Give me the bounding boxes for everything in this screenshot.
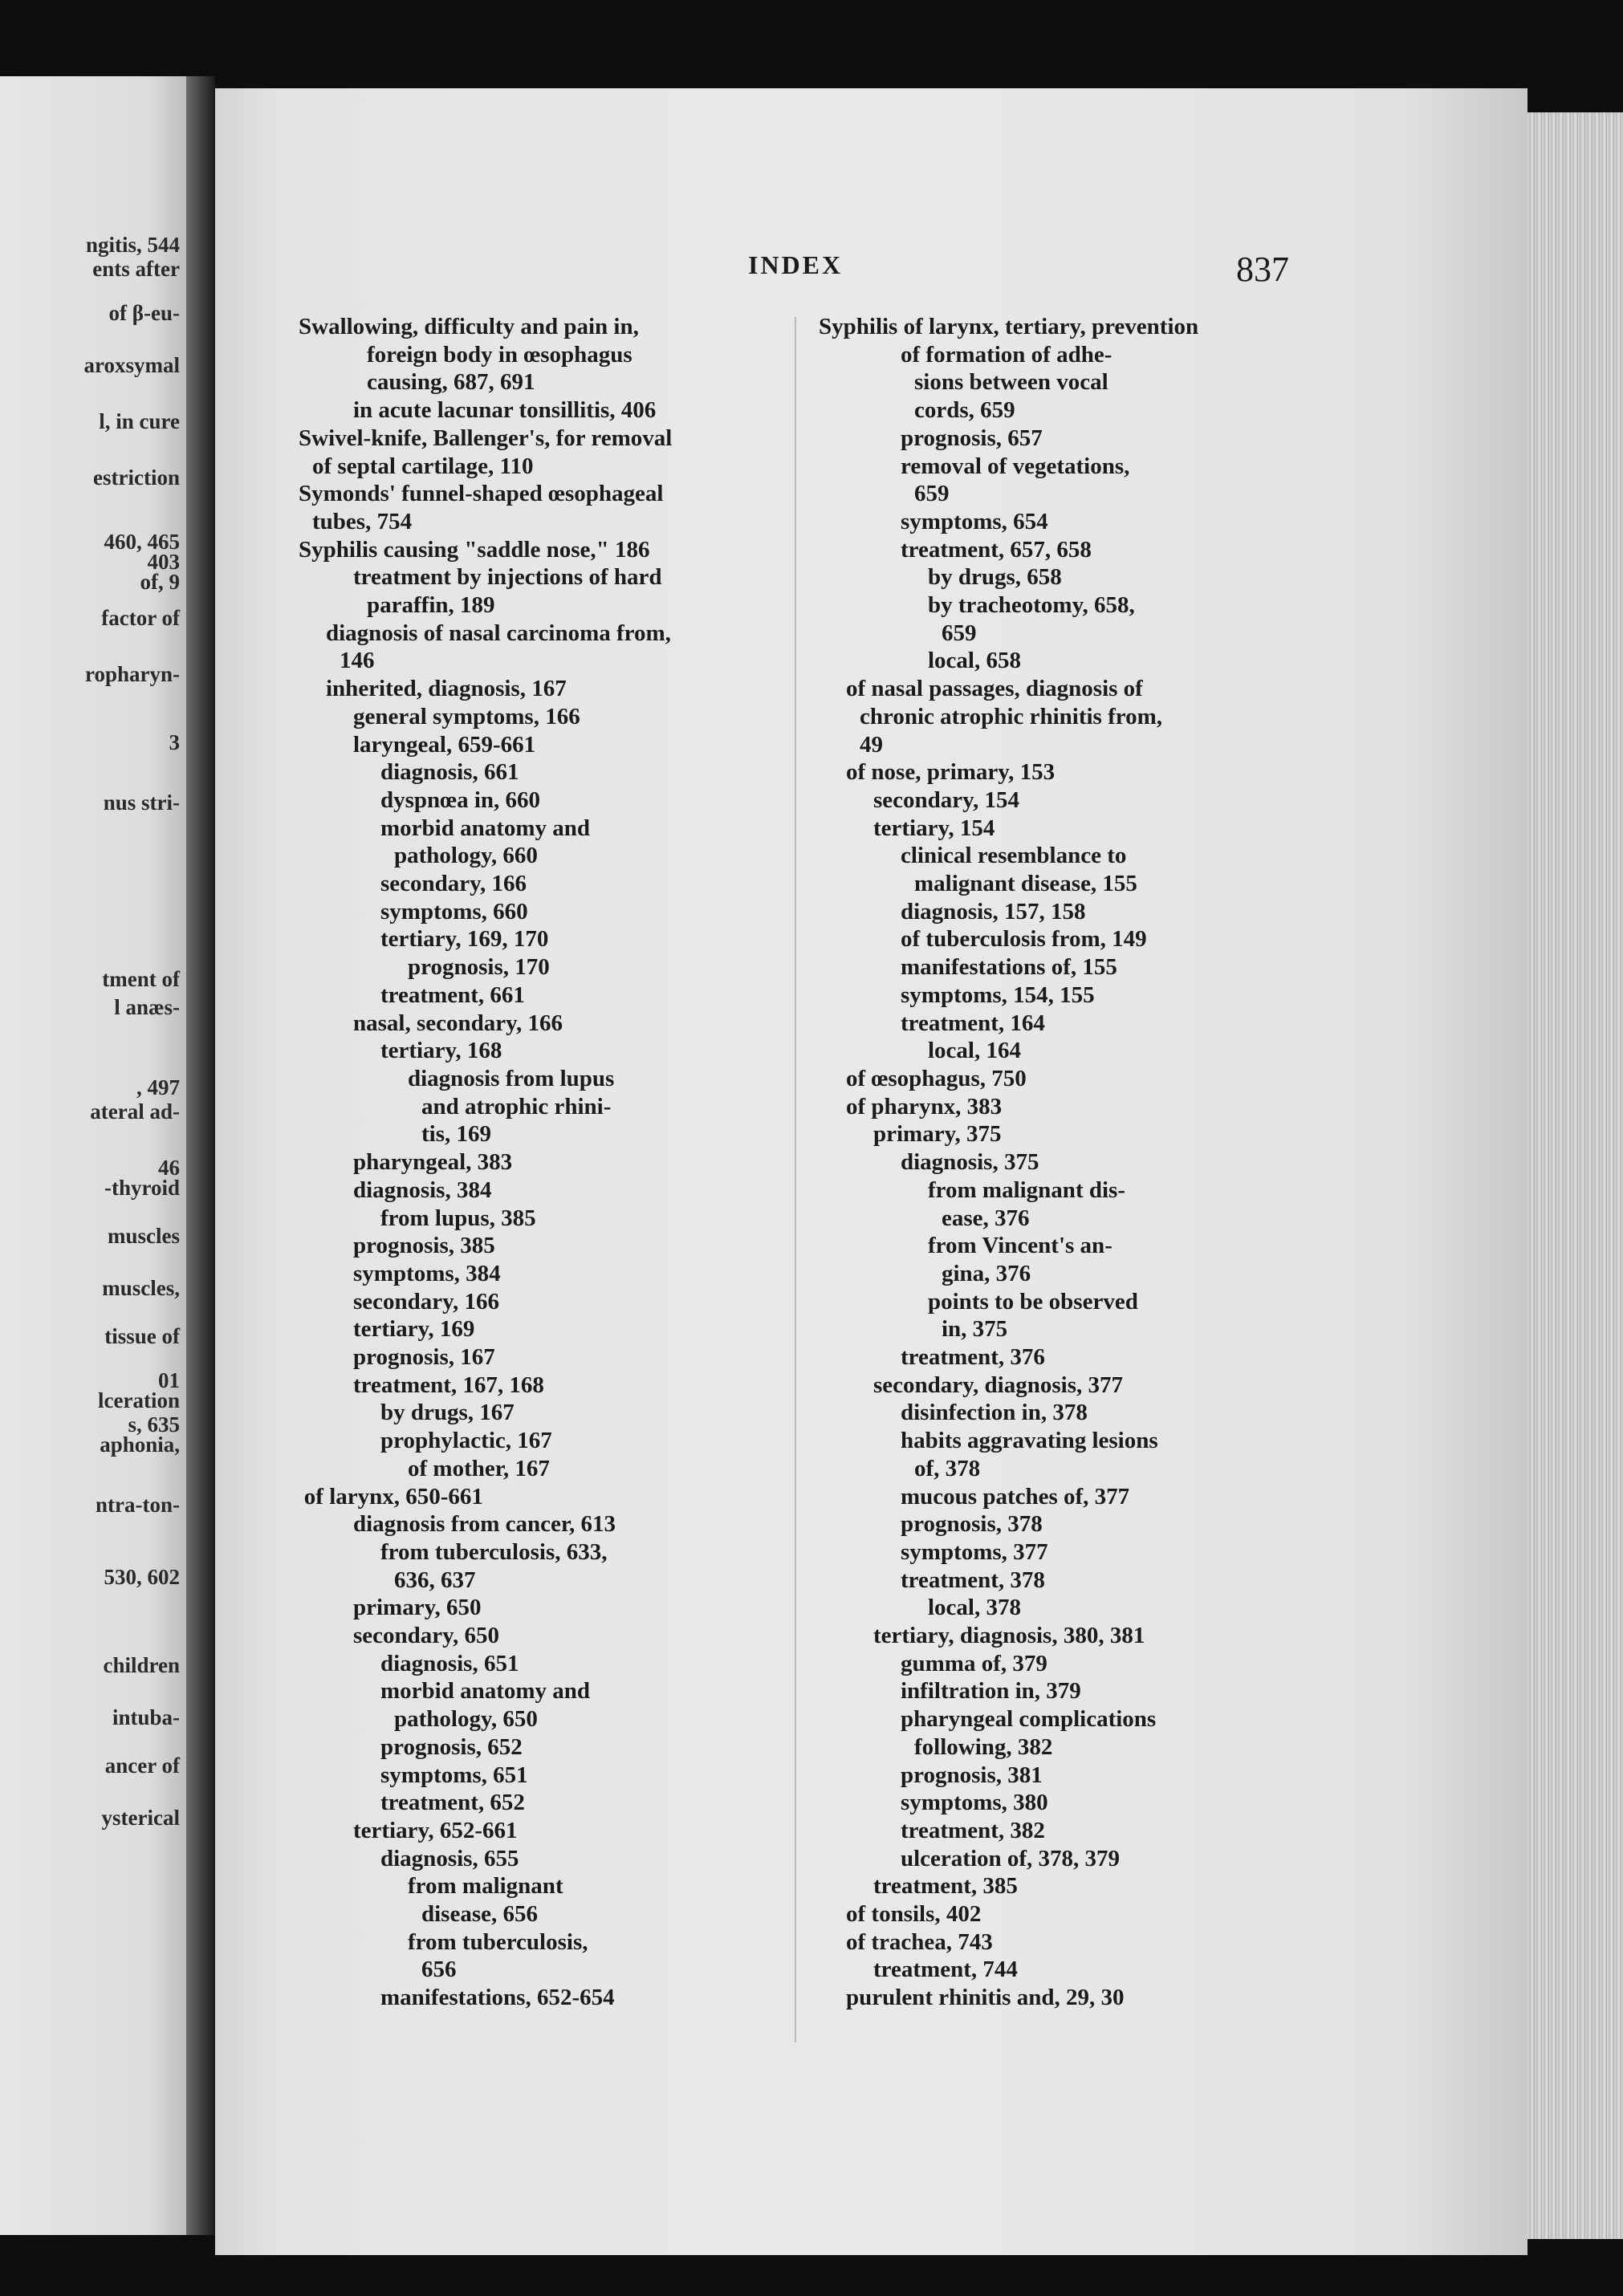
index-entry: manifestations, 652-654 (380, 1985, 615, 2011)
index-entry: of mother, 167 (408, 1455, 550, 1481)
index-entry: treatment, 744 (873, 1957, 1018, 1983)
running-head: INDEX (748, 250, 844, 279)
index-entry: diagnosis, 655 (380, 1845, 519, 1871)
index-entry: 636, 637 (394, 1567, 476, 1593)
index-entry: of nasal passages, diagnosis of (846, 676, 1143, 702)
index-entry: and atrophic rhini- (421, 1093, 612, 1120)
facing-page-text: nus stri- (103, 790, 180, 815)
index-entry: primary, 650 (353, 1595, 482, 1621)
index-entry: of œsophagus, 750 (846, 1065, 1027, 1091)
index-entry: diagnosis, 375 (901, 1149, 1039, 1176)
index-entry: of pharynx, 383 (846, 1093, 1003, 1120)
facing-page-text: aroxsymal (83, 353, 180, 377)
index-entry: prophylactic, 167 (380, 1428, 552, 1454)
index-entry: Syphilis of larynx, tertiary, prevention (819, 314, 1199, 339)
index-entry: prognosis, 385 (353, 1233, 495, 1259)
facing-page-text: factor of (101, 606, 180, 630)
index-entry: secondary, diagnosis, 377 (873, 1372, 1123, 1398)
facing-page-text: lceration (98, 1388, 180, 1412)
index-entry: foreign body in œsophagus (367, 341, 633, 368)
facing-page-text: 460, 465 (104, 530, 180, 554)
index-entry: diagnosis of nasal carcinoma from, (326, 620, 671, 646)
facing-page-text: intuba- (112, 1705, 180, 1729)
index-entry: laryngeal, 659-661 (353, 731, 536, 758)
facing-page-text: ntra-ton- (96, 1493, 180, 1517)
index-entry: diagnosis, 384 (353, 1176, 492, 1203)
facing-page-text: 530, 602 (104, 1565, 180, 1589)
index-entry: prognosis, 170 (408, 954, 550, 981)
facing-page-text: ents after (92, 257, 180, 281)
index-entry: removal of vegetations, (901, 453, 1130, 479)
index-entry: treatment, 657, 658 (901, 536, 1092, 563)
index-entry: pathology, 650 (394, 1706, 538, 1733)
index-entry: local, 164 (928, 1038, 1021, 1064)
index-entry: treatment, 376 (901, 1344, 1045, 1371)
index-entry: 656 (421, 1957, 457, 1983)
facing-page-text: s, 635 (128, 1412, 180, 1437)
index-entry: morbid anatomy and (380, 815, 591, 841)
index-entry: secondary, 154 (873, 786, 1020, 813)
index-entry: gumma of, 379 (901, 1650, 1047, 1676)
index-entry: tubes, 754 (312, 508, 413, 534)
index-entry: by drugs, 658 (928, 564, 1062, 591)
index-entry: 659 (914, 481, 950, 507)
index-entry: paraffin, 189 (367, 592, 495, 619)
facing-page-text: -thyroid (104, 1176, 180, 1200)
facing-page-text: ngitis, 544 (85, 233, 180, 257)
facing-page-text: muscles (108, 1224, 180, 1248)
index-entry: prognosis, 652 (380, 1733, 523, 1760)
index-entry: mucous patches of, 377 (901, 1483, 1130, 1510)
index-entry: cords, 659 (914, 397, 1015, 424)
book-gutter-edge (186, 76, 215, 2235)
index-entry: from tuberculosis, 633, (380, 1538, 608, 1565)
index-entry: points to be observed (928, 1288, 1138, 1315)
facing-page-text: ysterical (101, 1806, 180, 1830)
index-entry: Swivel-knife, Ballenger's, for removal (299, 425, 673, 451)
index-entry: diagnosis from lupus (408, 1065, 615, 1091)
index-entry: 146 (340, 648, 375, 674)
index-entry: diagnosis, 157, 158 (901, 898, 1086, 924)
index-entry: from malignant dis- (928, 1176, 1125, 1203)
index-entry: secondary, 166 (380, 871, 527, 897)
index-column-right (819, 313, 1292, 2012)
index-entry: malignant disease, 155 (914, 871, 1137, 897)
facing-page-text: of, 9 (140, 570, 180, 594)
facing-page-text: estriction (93, 465, 180, 490)
facing-page-text: ateral ad- (90, 1099, 180, 1124)
column-divider (795, 317, 796, 2042)
facing-page-text: ropharyn- (84, 662, 180, 686)
index-entry: symptoms, 660 (380, 898, 528, 924)
facing-page-text: muscles, (102, 1276, 180, 1300)
index-entry: pharyngeal, 383 (353, 1149, 513, 1176)
index-entry: treatment, 378 (901, 1567, 1045, 1593)
index-entry: by drugs, 167 (380, 1400, 515, 1426)
index-entry: tertiary, 169, 170 (380, 926, 549, 953)
index-entry: treatment, 382 (901, 1817, 1045, 1843)
index-entry: dyspnœa in, 660 (380, 786, 541, 813)
index-entry: purulent rhinitis and, 29, 30 (846, 1985, 1125, 2011)
index-entry: symptoms, 654 (901, 508, 1048, 534)
index-entry: diagnosis, 651 (380, 1650, 519, 1676)
facing-page-text: 3 (169, 730, 180, 754)
index-entry: clinical resemblance to (901, 843, 1127, 869)
facing-page-text: aphonia, (100, 1432, 180, 1457)
index-entry: following, 382 (914, 1733, 1053, 1760)
index-entry: treatment, 652 (380, 1790, 525, 1816)
index-entry: Swallowing, difficulty and pain in, (299, 314, 639, 339)
index-entry: prognosis, 378 (901, 1511, 1043, 1538)
index-entry: causing, 687, 691 (367, 369, 535, 396)
index-entry: pathology, 660 (394, 843, 538, 869)
index-entry: treatment, 164 (901, 1010, 1045, 1036)
index-entry: tis, 169 (421, 1121, 491, 1148)
facing-page-fragment (0, 76, 186, 2235)
index-entry: of, 378 (914, 1455, 981, 1481)
index-entry: general symptoms, 166 (353, 703, 580, 729)
index-entry: sions between vocal (914, 369, 1108, 396)
index-entry: tertiary, 154 (873, 815, 995, 841)
index-entry: ease, 376 (942, 1205, 1030, 1231)
index-entry: local, 378 (928, 1595, 1021, 1621)
index-entry: treatment by injections of hard (353, 564, 662, 591)
index-entry: gina, 376 (942, 1260, 1031, 1286)
index-entry: of tonsils, 402 (846, 1901, 982, 1928)
index-entry: of septal cartilage, 110 (312, 453, 534, 479)
index-entry: prognosis, 167 (353, 1344, 495, 1371)
index-entry: nasal, secondary, 166 (353, 1010, 563, 1036)
index-entry: tertiary, 652-661 (353, 1817, 518, 1843)
index-entry: diagnosis, 661 (380, 759, 519, 786)
index-entry: chronic atrophic rhinitis from, (860, 703, 1162, 729)
index-entry: secondary, 166 (353, 1288, 500, 1315)
facing-page-text: of β-eu- (108, 301, 180, 325)
index-entry: prognosis, 381 (901, 1762, 1043, 1788)
facing-page-text: l anæs- (114, 995, 180, 1019)
index-entry: disease, 656 (421, 1901, 538, 1928)
index-entry: symptoms, 651 (380, 1762, 528, 1788)
index-entry: disinfection in, 378 (901, 1400, 1088, 1426)
index-entry: of nose, primary, 153 (846, 759, 1056, 786)
index-entry: ulceration of, 378, 379 (901, 1845, 1121, 1871)
index-entry: morbid anatomy and (380, 1678, 591, 1705)
index-entry: by tracheotomy, 658, (928, 592, 1135, 619)
facing-page-text: , 497 (136, 1075, 180, 1099)
index-entry: manifestations of, 155 (901, 954, 1117, 981)
index-entry: symptoms, 384 (353, 1260, 501, 1286)
facing-page-text: l, in cure (99, 409, 180, 433)
index-entry: treatment, 661 (380, 981, 525, 1008)
index-entry: infiltration in, 379 (901, 1678, 1081, 1705)
index-entry: diagnosis from cancer, 613 (353, 1511, 616, 1538)
index-entry: tertiary, 169 (353, 1316, 475, 1343)
index-entry: prognosis, 657 (901, 425, 1043, 451)
facing-page-text: tment of (102, 967, 180, 991)
facing-page-text: children (103, 1653, 180, 1677)
index-entry: tertiary, diagnosis, 380, 381 (873, 1623, 1145, 1649)
index-entry: inherited, diagnosis, 167 (326, 676, 567, 702)
index-entry: of larynx, 650-661 (303, 1483, 483, 1510)
index-entry: in acute lacunar tonsillitis, 406 (353, 397, 657, 424)
page-stack-edge (1527, 112, 1623, 2239)
index-entry: habits aggravating lesions (901, 1428, 1158, 1454)
facing-page-text: ancer of (104, 1753, 180, 1778)
index-entry: 659 (942, 620, 977, 646)
facing-page-text: 46 (158, 1156, 180, 1180)
index-entry: in, 375 (942, 1316, 1008, 1343)
index-column-left (299, 313, 779, 2012)
index-entry: from lupus, 385 (380, 1205, 536, 1231)
index-entry: from malignant (408, 1873, 563, 1900)
facing-page-text: tissue of (104, 1324, 180, 1348)
index-entry: treatment, 167, 168 (353, 1372, 544, 1398)
facing-page-text: 403 (147, 550, 180, 574)
index-entry: symptoms, 377 (901, 1538, 1048, 1565)
index-entry: Symonds' funnel-shaped œsophageal (299, 481, 664, 507)
index-entry: treatment, 385 (873, 1873, 1018, 1900)
index-entry: from tuberculosis, (408, 1928, 588, 1955)
index-entry: from Vincent's an- (928, 1233, 1113, 1259)
facing-page-text: 01 (158, 1368, 180, 1392)
index-entry: primary, 375 (873, 1121, 1002, 1148)
index-entry: local, 658 (928, 648, 1021, 674)
index-entry: tertiary, 168 (380, 1038, 502, 1064)
index-entry: of tuberculosis from, 149 (901, 926, 1147, 953)
index-entry: Syphilis causing "saddle nose," 186 (299, 536, 650, 563)
index-entry: symptoms, 154, 155 (901, 981, 1095, 1008)
page-number: 837 (1236, 250, 1289, 289)
index-entry: pharyngeal complications (901, 1706, 1157, 1733)
index-entry: of trachea, 743 (846, 1928, 993, 1955)
index-entry: symptoms, 380 (901, 1790, 1048, 1816)
index-entry: of formation of adhe- (901, 341, 1113, 368)
index-entry: 49 (860, 731, 883, 758)
index-entry: secondary, 650 (353, 1623, 500, 1649)
